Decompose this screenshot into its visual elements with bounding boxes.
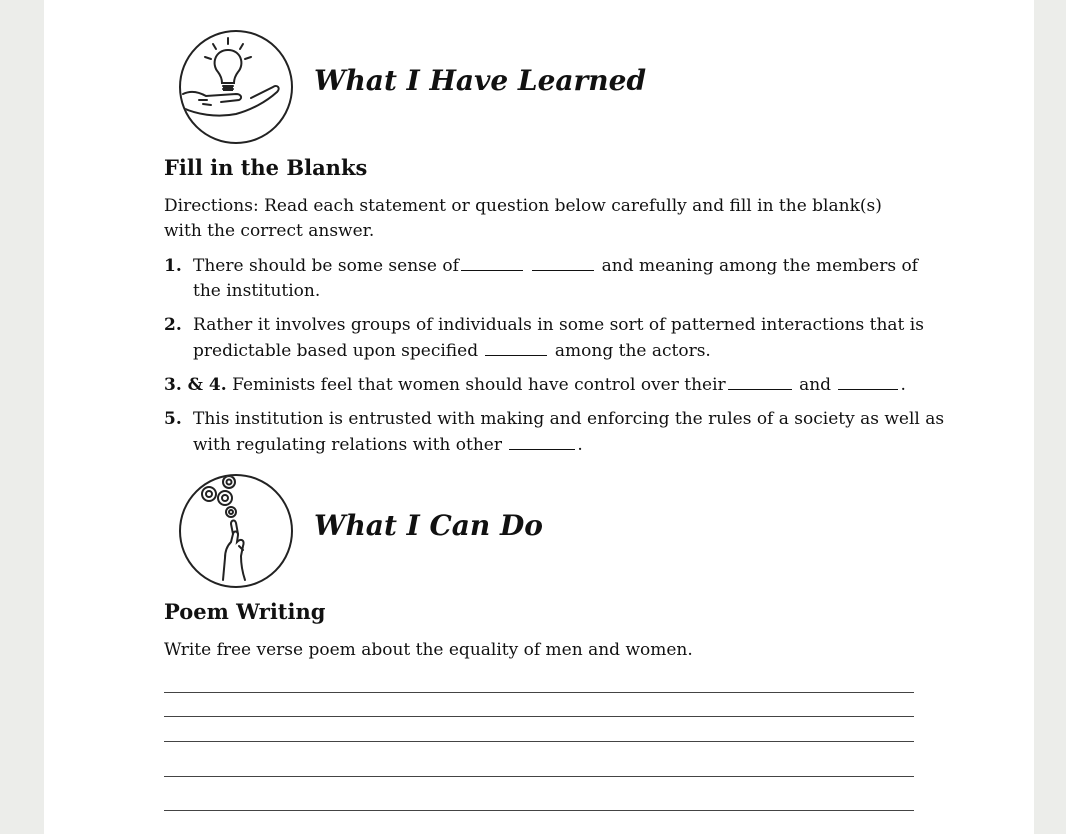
answer-blank[interactable] [728, 372, 792, 390]
answer-line[interactable] [164, 776, 914, 777]
answer-blank[interactable] [838, 372, 898, 390]
answer-blank[interactable] [485, 338, 547, 356]
answer-blank[interactable] [461, 253, 523, 271]
question-item: 1. There should be some sense of and meaning among the members of the institution. [164, 253, 945, 304]
answer-line[interactable] [164, 692, 914, 693]
gears-hand-icon [179, 474, 293, 588]
section-title-learned: What I Have Learned [314, 64, 647, 97]
question-item: 2. Rather it involves groups of individuals in some sort of patterned interactions that is predictable based upon specified among the actors. [164, 315, 924, 361]
answer-line[interactable] [164, 716, 914, 717]
question-item: 3. & 4. Feminists feel that women should have control over their and . [164, 372, 916, 398]
section-title-can-do: What I Can Do [314, 509, 543, 542]
question-item: 5. This institution is entrusted with making and enforcing the rules of a society as well as with regulating relations with other . [164, 409, 945, 455]
worksheet-page [44, 0, 1034, 834]
answer-line[interactable] [164, 741, 914, 742]
directions-text: Directions: Read each statement or question below carefully and fill in the blank(s) with the correct answer. [164, 196, 882, 241]
poem-writing-heading: Poem Writing [164, 599, 326, 624]
poem-instruction: Write free verse poem about the equality of men and women. [164, 640, 693, 660]
answer-blank[interactable] [532, 253, 594, 271]
lightbulb-hand-icon [179, 30, 293, 144]
answer-blank[interactable] [509, 432, 575, 450]
answer-line[interactable] [164, 810, 914, 811]
fill-in-blanks-heading: Fill in the Blanks [164, 155, 368, 180]
